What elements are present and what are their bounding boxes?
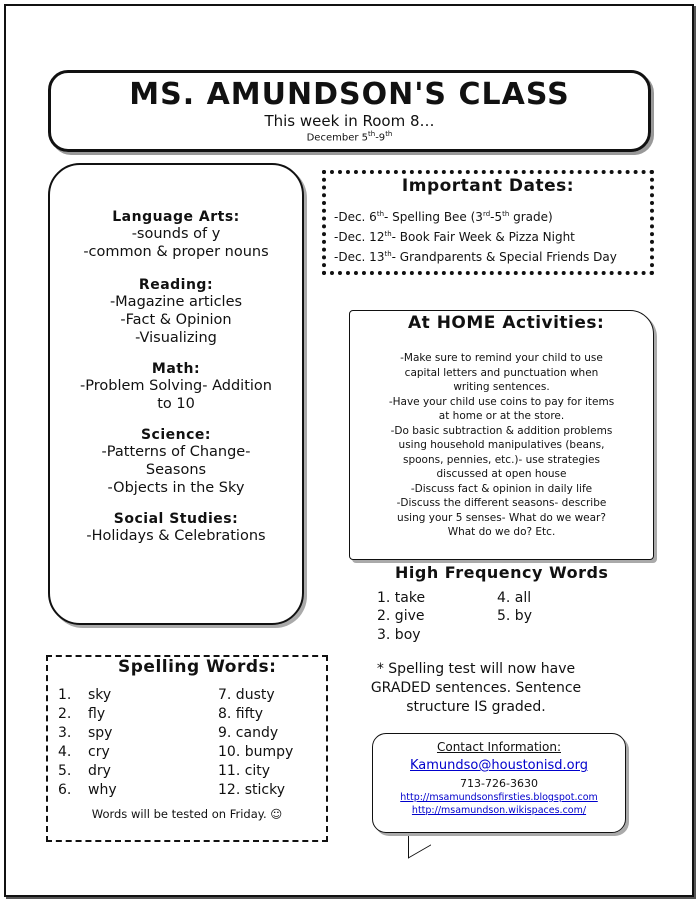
high-frequency-word: 2. give xyxy=(377,608,425,624)
activity-line: writing sentences. xyxy=(453,381,550,393)
contact-heading: Contact Information: xyxy=(436,740,561,754)
note-line: * Spelling test will now have xyxy=(376,661,576,677)
activity-line: -Have your child use coins to pay for items xyxy=(388,395,615,408)
activity-line: discussed at open house xyxy=(436,468,567,480)
subject-heading: Social Studies: xyxy=(113,511,239,527)
activity-line: capital letters and punctuation when xyxy=(404,366,599,379)
activity-line: using your 5 senses- What do we wear? xyxy=(397,511,606,524)
date-item: -Dec. 13th- Grandparents & Special Friends Day xyxy=(334,250,617,264)
subject-line: -common & proper nouns xyxy=(83,244,269,260)
spelling-word: 10. bumpy xyxy=(218,744,294,760)
spelling-word: 12. sticky xyxy=(218,782,285,798)
spelling-number: 3. xyxy=(58,725,72,741)
important-dates-heading: Important Dates: xyxy=(401,176,575,196)
spelling-test-update xyxy=(358,660,594,717)
activity-line: at home or at the store. xyxy=(438,410,565,422)
date-item: -Dec. 12th- Book Fair Week & Pizza Night xyxy=(334,230,575,244)
activity-line: -Discuss fact & opinion in daily life xyxy=(410,482,593,495)
note-line: structure IS graded. xyxy=(406,699,546,715)
contact-information-box xyxy=(372,733,626,833)
subject-line: -Magazine articles xyxy=(109,294,243,310)
spelling-word: 11. city xyxy=(218,763,271,779)
page-title: MS. AMUNDSON'S CLASS xyxy=(129,77,570,112)
spelling-number: 2. xyxy=(58,706,72,722)
spelling-number: 6. xyxy=(58,782,72,798)
activity-line: spoons, pennies, etc.)- use strategies xyxy=(402,453,600,466)
home-activities-box xyxy=(349,310,654,560)
note-line: GRADED sentences. Sentence xyxy=(370,680,582,696)
subject-language-arts xyxy=(50,209,302,261)
high-frequency-word: 4. all xyxy=(497,590,532,606)
subject-heading: Science: xyxy=(140,427,212,443)
important-dates-list xyxy=(334,206,650,266)
subject-line: -Patterns of Change- xyxy=(101,444,251,460)
high-frequency-word: 3. boy xyxy=(377,627,421,643)
spelling-word: 7. dusty xyxy=(218,687,275,703)
activity-line: What do we do? Etc. xyxy=(447,526,556,538)
subject-reading xyxy=(50,277,302,347)
home-activities-heading: At HOME Activities: xyxy=(408,313,605,333)
subject-heading: Language Arts: xyxy=(112,209,240,225)
subject-math xyxy=(50,361,302,413)
subject-science xyxy=(50,427,302,497)
important-dates-box xyxy=(322,170,654,275)
curriculum-box xyxy=(48,163,304,625)
activity-line: using household manipulatives (beans, xyxy=(398,439,605,451)
spelling-words-heading: Spelling Words: xyxy=(118,657,277,677)
week-dates: December 5th-9th xyxy=(306,130,393,144)
subject-line: -Holidays & Celebrations xyxy=(86,528,266,544)
wiki-link[interactable]: http://msamundson.wikispaces.com/ xyxy=(411,805,587,816)
activity-line: -Discuss the different seasons- describe xyxy=(396,497,607,509)
activity-line: -Do basic subtraction & addition problems xyxy=(390,424,613,437)
spelling-word: 8. fifty xyxy=(218,706,264,722)
spelling-number: 1. xyxy=(58,687,72,703)
spelling-word: cry xyxy=(88,744,110,760)
spelling-words-box xyxy=(46,655,328,842)
contact-phone: 713-726-3630 xyxy=(460,777,538,790)
spelling-test-note: Words will be tested on Friday. ☺ xyxy=(91,807,283,821)
spelling-number: 4. xyxy=(58,744,72,760)
subject-heading: Math: xyxy=(151,361,201,377)
spelling-word: dry xyxy=(88,763,111,779)
home-activities-text xyxy=(360,351,643,540)
page-subtitle: This week in Room 8… xyxy=(264,112,435,130)
blog-link[interactable]: http://msamundsonsfirsties.blogspot.com xyxy=(400,792,598,803)
subject-line: -Fact & Opinion xyxy=(120,312,232,328)
spelling-word: 9. candy xyxy=(218,725,279,741)
subject-line: -Problem Solving- Addition xyxy=(80,378,272,394)
spelling-word: sky xyxy=(88,687,112,703)
subject-line: to 10 xyxy=(157,396,195,412)
high-frequency-word: 1. take xyxy=(377,590,426,606)
contact-email-link[interactable]: Kamundso@houstonisd.org xyxy=(410,758,588,773)
date-item: -Dec. 6th- Spelling Bee (3rd-5th grade) xyxy=(334,210,553,224)
high-frequency-heading: High Frequency Words xyxy=(395,563,609,582)
high-frequency-word: 5. by xyxy=(497,608,532,624)
subject-line: -Objects in the Sky xyxy=(107,480,245,496)
spelling-number: 5. xyxy=(58,763,72,779)
subject-line: -sounds of y xyxy=(131,226,221,242)
header-banner xyxy=(48,70,651,152)
subject-social-studies xyxy=(50,511,302,545)
subject-heading: Reading: xyxy=(138,277,214,293)
spelling-word: fly xyxy=(88,706,106,722)
subject-line: -Visualizing xyxy=(135,330,217,346)
activity-line: -Make sure to remind your child to use xyxy=(400,352,603,364)
spelling-word: why xyxy=(88,782,117,798)
subject-line: Seasons xyxy=(145,462,207,478)
spelling-word: spy xyxy=(88,725,113,741)
